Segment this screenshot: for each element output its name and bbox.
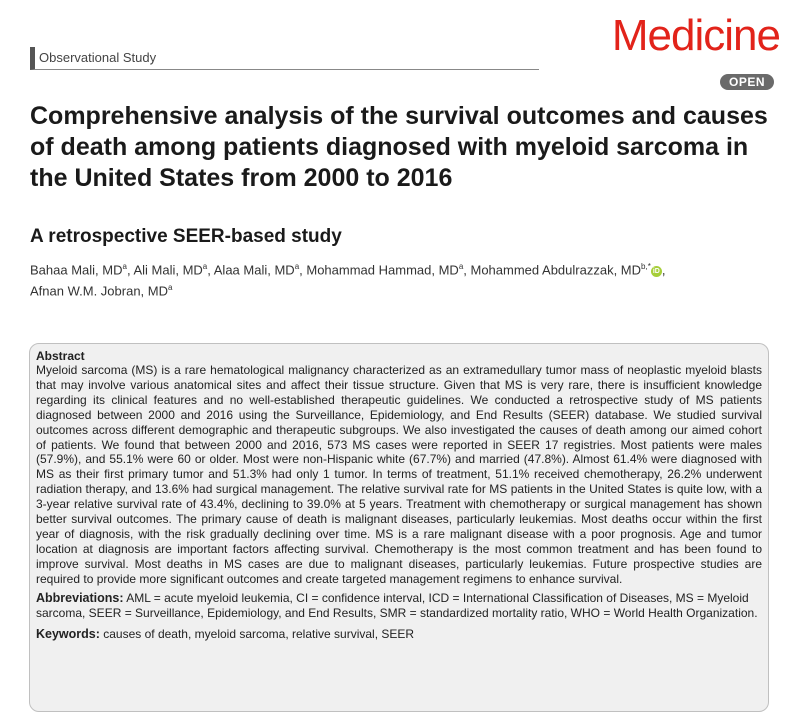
author-affiliation: a xyxy=(294,262,300,271)
keywords-text: causes of death, myeloid sarcoma, relative survival, SEER xyxy=(103,627,415,642)
abstract-heading: Abstract xyxy=(36,349,85,363)
keywords-label: Keywords: xyxy=(36,627,100,642)
article-title: Comprehensive analysis of the survival outcomes and causes of death among patients diagnosed with myeloid sarcoma in the United States from 2000 to 2016 xyxy=(30,102,768,192)
author-name[interactable]: Mohammed Abdulrazzak, MD xyxy=(470,262,642,278)
author-name[interactable]: Afnan W.M. Jobran, MD xyxy=(30,283,168,299)
abstract-text: Myeloid sarcoma (MS) is a rare hematological malignancy characterized as an extramedullary tumor mass of neoplastic myeloid blasts that may involve various anatomical sites and affect their tissue structure. Given that MS is very rare, there is insufficient knowledge regarding its clinical features and no well-established therapeutic guidelines. We conducted a retrospective study of MS patients diagnosed between 2000 and 2016 using the Surveillance, Epidemiology, and End Results (SEER) database. We studied survival outcomes across different demographic and therapeutic subgroups. We also investigated the causes of death among our aimed cohort of patients. We found that between 2000 and 2016, 573 MS cases were reported in SEER 17 registries. Most patients were males (57.9%), and 55.1% were 60 or older. Most were non-Hispanic white (67.7%) and married (47.8%). Almost 61.4% were diagnosed with MS as their first primary tumor and 51.3% had only 1 tumor. In terms of treatment, 51.1% received chemotherapy, 26.2% underwent radiation therapy, and 13.6% had surgical management. The relative survival rate for MS patients in the United States is quite low, with a 3-year relative survival rate of 43.4%, declining to 39.0% at 5 years. Treatment with chemotherapy or surgical management has shown better survival outcomes. The primary cause of death is malignant diseases, particularly leukemias. Most deaths occur within the first year of diagnosis, with the risk gradually declining over time. MS is a rare malignant disease with a poor prognosis. Age and tumor location at diagnosis are important factors affecting survival. Chemotherapy is the most common treatment and has been found to improve survival. Most deaths in MS cases are due to malignant diseases, particularly leukemias. Future prospective studies are required to provide more significant outcomes and create targeted management regimens to enhance survival. xyxy=(36,363,762,586)
abbreviations-label: Abbreviations: xyxy=(36,590,124,605)
author-affiliation: a xyxy=(202,262,208,271)
author-affiliation: a xyxy=(168,283,173,293)
author-name[interactable]: Ali Mali, MD xyxy=(133,262,203,278)
article-subtitle: A retrospective SEER-based study xyxy=(30,226,342,247)
section-tag xyxy=(30,47,539,70)
journal-logo[interactable]: Medicine xyxy=(611,11,780,60)
author-name[interactable]: Alaa Mali, MD xyxy=(213,262,295,278)
author-list: Bahaa Mali, $MD^a$, Ali Mali, $MD^a$, Alaa Mali, $MD^a$, Mohammad Hammad, $MD^a$, Mohammed Abdulrazzak, $MD^{b,*}iD$ , Afnan W.M. Jobran, $MD^a$ xyxy=(30,262,666,299)
open-access-badge: OPEN xyxy=(720,74,774,90)
author-name[interactable]: Mohammad Hammad, MD xyxy=(306,262,459,278)
orcid-icon[interactable]: iD xyxy=(652,268,660,276)
abstract-box xyxy=(29,343,769,712)
author-name[interactable]: Bahaa Mali, MD xyxy=(30,262,123,278)
keywords xyxy=(36,627,762,642)
section-tag-label: Observational Study xyxy=(39,50,157,65)
author-affiliation: a xyxy=(458,262,464,271)
abbreviations-text: AML = acute myeloid leukemia, CI = confidence interval, ICD = International Classification of Diseases, MS = Myeloid sarcoma, SEER = Surveillance, Epidemiology, and End Results, SMR = standardized mortality ratio, WHO = World Health Organization. xyxy=(36,590,758,620)
author-affiliation: a xyxy=(122,262,127,271)
author-affiliation: b,* xyxy=(641,262,651,271)
abbreviations xyxy=(36,591,762,621)
